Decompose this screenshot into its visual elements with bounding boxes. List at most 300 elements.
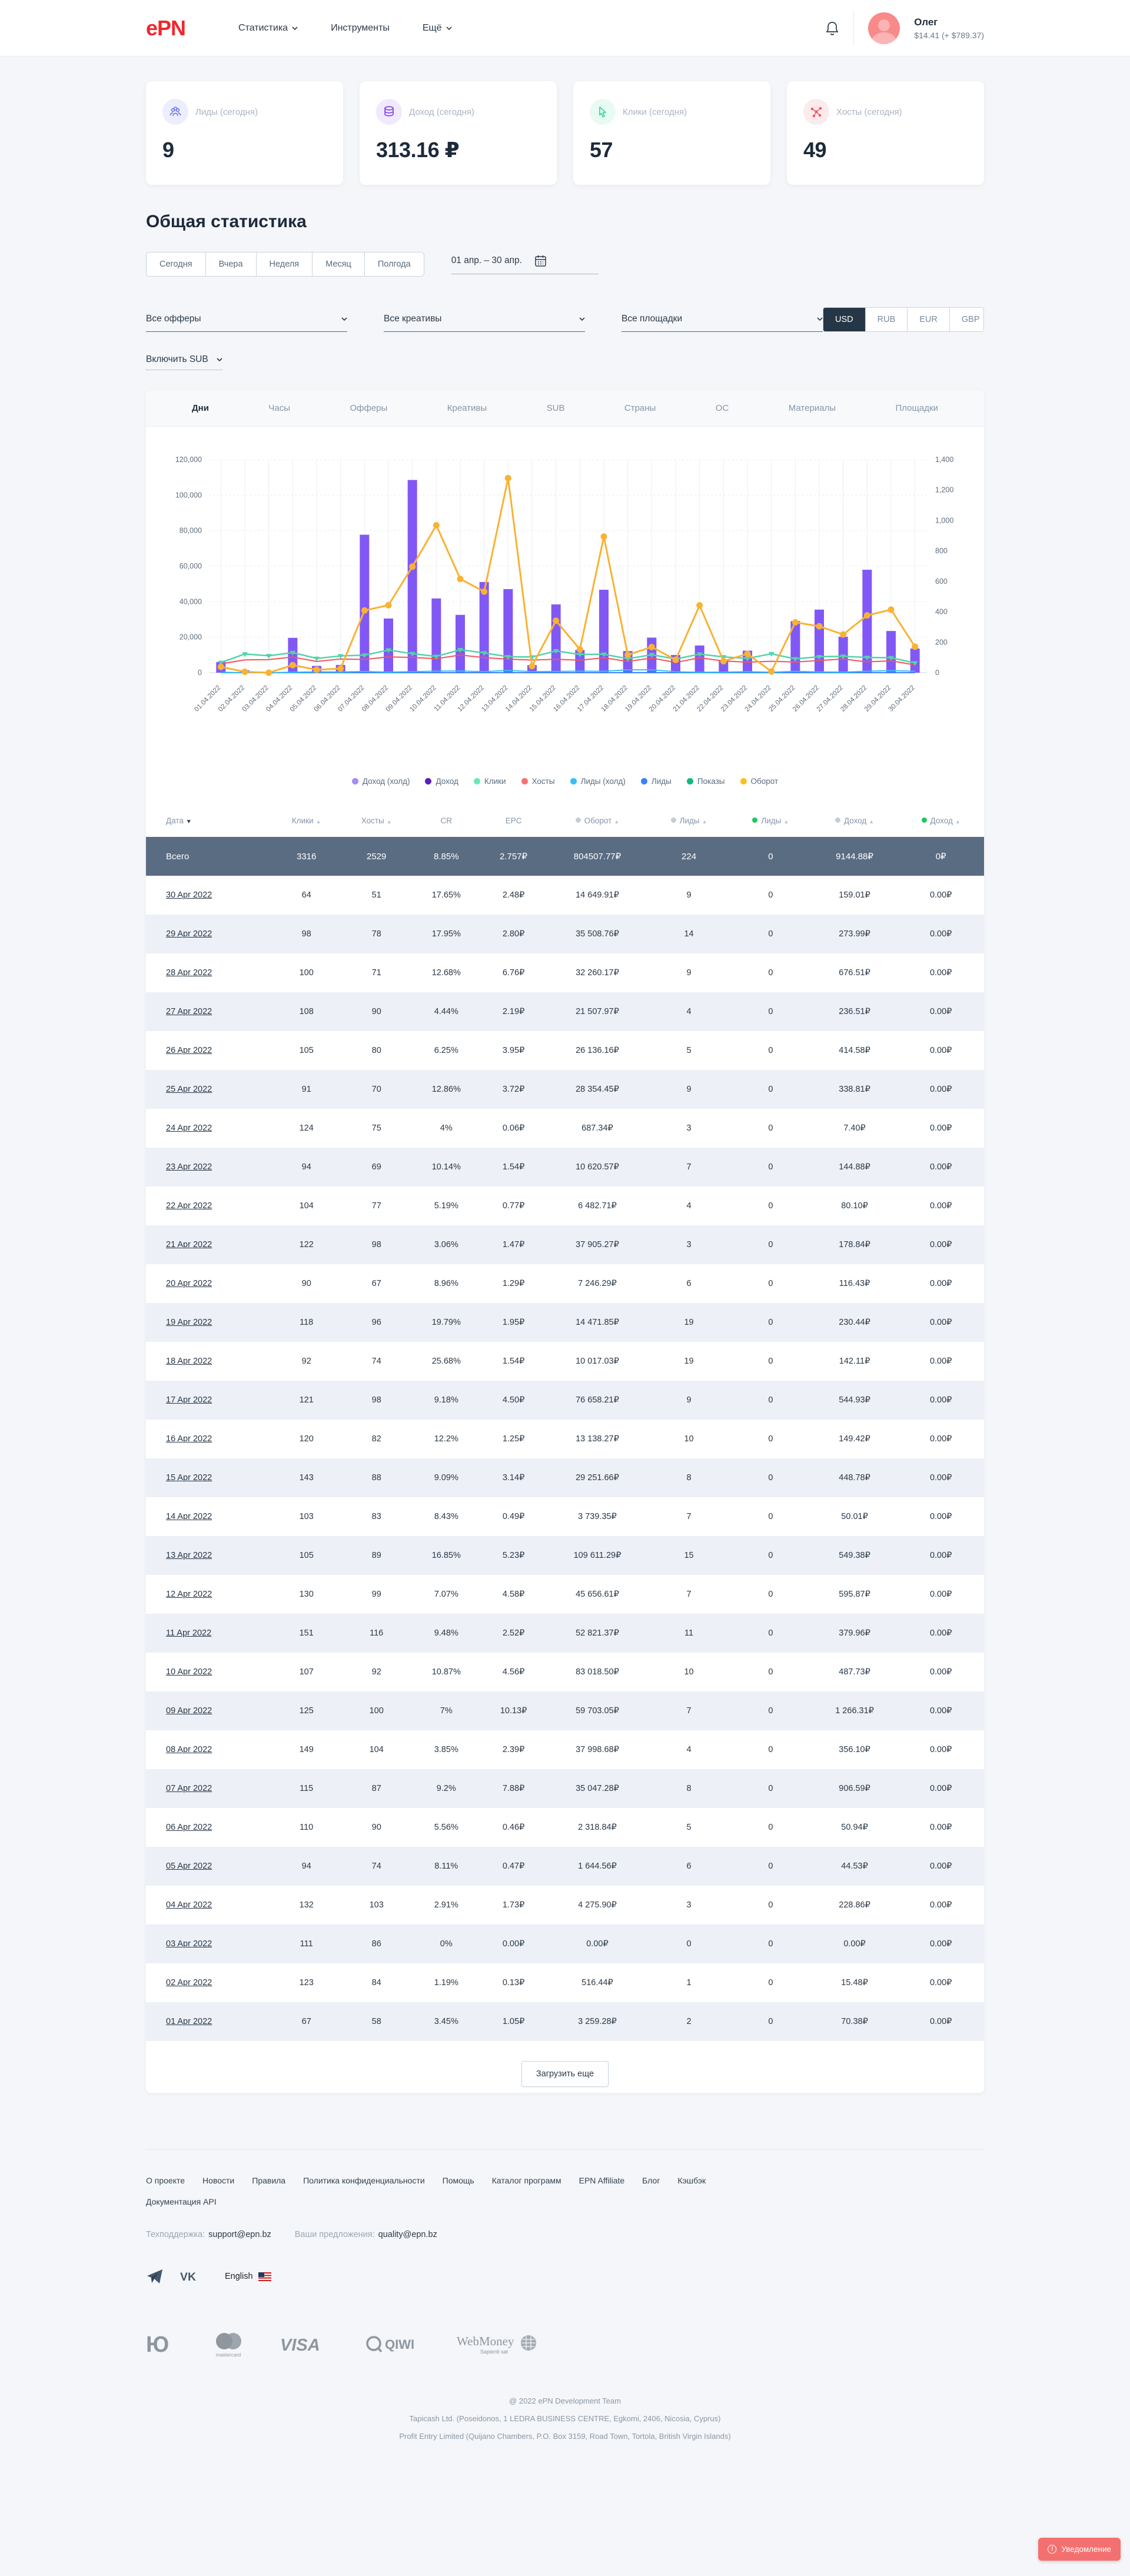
- column-header-Клики-1[interactable]: [272, 801, 341, 837]
- date-cell: [146, 1342, 272, 1381]
- value-cell: 0.06₽: [502, 1124, 525, 1133]
- value-cell: 0.46₽: [502, 1823, 525, 1832]
- user-balance: $14.41 (+ $789.37): [914, 30, 984, 40]
- svg-text:mastercard: mastercard: [215, 2352, 241, 2358]
- totals-cell: 224: [682, 851, 697, 862]
- value-cell: 4%: [440, 1124, 453, 1133]
- svg-text:17.04.2022: 17.04.2022: [576, 684, 606, 713]
- date-link[interactable]: 10 Apr 2022: [166, 1667, 212, 1677]
- value-cell: 0.00₽: [929, 1434, 952, 1444]
- value-cell: 64: [301, 890, 311, 900]
- footer-link-Блог[interactable]: Блог: [642, 2176, 660, 2185]
- date-link[interactable]: 18 Apr 2022: [166, 1357, 212, 1366]
- value-cell: 2: [686, 2017, 692, 2026]
- value-cell: 11: [684, 1628, 694, 1638]
- totals-cell: 0₽: [935, 852, 946, 862]
- copyright-line: Profit Entry Limited (Quijano Chambers, P.O. Box 3159, Road Town, Tortola, British Virgin Islands): [399, 2431, 731, 2441]
- date-cell: [146, 992, 272, 1031]
- value-cell: 125: [299, 1706, 314, 1716]
- value-cell: 12.86%: [431, 1085, 461, 1094]
- tab-SUB[interactable]: SUB: [546, 403, 565, 413]
- date-link[interactable]: 30 Apr 2022: [166, 890, 212, 900]
- value-cell: 98: [371, 1240, 381, 1249]
- legend-label: Доход: [436, 777, 458, 786]
- value-cell: 123: [299, 1978, 314, 1987]
- value-cell: 9: [686, 1395, 692, 1405]
- svg-text:Sapienti sat: Sapienti sat: [480, 2349, 508, 2355]
- value-cell: 104: [369, 1745, 384, 1754]
- value-cell: 105: [299, 1551, 314, 1560]
- value-cell: 8: [686, 1784, 692, 1793]
- legend-label: Показы: [697, 777, 725, 786]
- svg-text:28.04.2022: 28.04.2022: [839, 684, 869, 713]
- nav-item-Инструменты[interactable]: [331, 23, 390, 34]
- date-link[interactable]: 17 Apr 2022: [166, 1395, 212, 1405]
- svg-text:20.04.2022: 20.04.2022: [647, 684, 677, 713]
- value-cell: 77: [371, 1201, 381, 1211]
- date-link[interactable]: 15 Apr 2022: [166, 1473, 212, 1483]
- value-cell: 0: [768, 1162, 773, 1172]
- value-cell: 3.45%: [434, 2017, 458, 2026]
- date-link[interactable]: 01 Apr 2022: [166, 2017, 212, 2026]
- visa-logo: [280, 2336, 330, 2354]
- date-link[interactable]: 27 Apr 2022: [166, 1007, 212, 1016]
- date-link[interactable]: 06 Apr 2022: [166, 1823, 212, 1832]
- svg-text:11.04.2022: 11.04.2022: [433, 684, 462, 713]
- date-cell: [146, 1963, 272, 2002]
- sort-asc-icon: ▲: [386, 819, 392, 825]
- date-link[interactable]: 23 Apr 2022: [166, 1162, 212, 1172]
- value-cell: 92: [301, 1357, 311, 1366]
- value-cell: 124: [299, 1124, 314, 1133]
- legend-label: Хосты: [531, 777, 555, 786]
- svg-text:08.04.2022: 08.04.2022: [360, 684, 390, 713]
- value-cell: 487.73₽: [839, 1667, 870, 1677]
- value-cell: 37 998.68₽: [576, 1745, 619, 1754]
- stat-card-label: Доход (сегодня): [409, 107, 474, 117]
- totals-row: [146, 837, 984, 876]
- value-cell: 0: [768, 1551, 773, 1560]
- legend-item-Доход[interactable]: [425, 777, 458, 786]
- chevron-down-icon: [341, 316, 347, 322]
- legend-label: Лиды (холд): [580, 777, 626, 786]
- sort-asc-icon: ▲: [702, 819, 707, 825]
- language-selector[interactable]: [225, 2272, 271, 2281]
- value-cell: 0%: [440, 1939, 453, 1949]
- legend-item-Доход (холд)[interactable]: [352, 777, 410, 786]
- footer-link-Новости[interactable]: Новости: [202, 2176, 235, 2185]
- column-header-Доход-8[interactable]: [812, 801, 898, 837]
- value-cell: 6.76₽: [502, 968, 525, 978]
- include-sub-label: Включить SUB: [146, 354, 208, 364]
- value-cell: 549.38₽: [839, 1551, 870, 1560]
- value-cell: 178.84₽: [839, 1240, 870, 1249]
- period-button-Неделя[interactable]: Неделя: [257, 252, 313, 276]
- value-cell: 80.10₽: [841, 1201, 868, 1211]
- value-cell: 8: [686, 1473, 692, 1483]
- table-row: [146, 1963, 984, 2002]
- legend-item-Показы[interactable]: [687, 777, 725, 786]
- value-cell: 338.81₽: [839, 1085, 870, 1094]
- value-cell: 2 318.84₽: [578, 1823, 617, 1832]
- column-header-CR-3[interactable]: [412, 801, 480, 837]
- date-cell: [146, 1769, 272, 1808]
- svg-text:21.04.2022: 21.04.2022: [672, 684, 701, 713]
- stat-card-value: 49: [803, 138, 827, 162]
- date-cell: [146, 1381, 272, 1420]
- value-cell: 14 471.85₽: [576, 1318, 619, 1327]
- date-link[interactable]: 05 Apr 2022: [166, 1862, 212, 1871]
- value-cell: 0: [768, 1590, 773, 1599]
- bell-icon[interactable]: [825, 21, 839, 36]
- date-link[interactable]: 25 Apr 2022: [166, 1085, 212, 1094]
- date-cell: [146, 1420, 272, 1458]
- totals-cell: 8.85%: [434, 851, 459, 862]
- value-cell: 35 047.28₽: [576, 1784, 619, 1793]
- footer-link-EPN Affiliate[interactable]: EPN Affiliate: [579, 2176, 625, 2185]
- sub-row: [146, 354, 984, 370]
- tab-Страны[interactable]: Страны: [624, 403, 656, 413]
- value-cell: 4: [686, 1201, 692, 1211]
- us-flag-icon: [258, 2272, 271, 2281]
- page-title: Общая статистика: [146, 212, 307, 231]
- column-header-Дата-0[interactable]: [146, 801, 272, 837]
- value-cell: 0: [768, 890, 773, 900]
- totals-cell: 3316: [297, 851, 317, 862]
- value-cell: 82: [371, 1434, 381, 1444]
- filter-select-2[interactable]: [622, 314, 823, 332]
- value-cell: 7.88₽: [502, 1784, 525, 1793]
- value-cell: 108: [299, 1007, 314, 1016]
- svg-text:15.04.2022: 15.04.2022: [528, 684, 557, 713]
- value-cell: 35 508.76₽: [576, 929, 619, 939]
- totals-cell: Всего: [166, 851, 190, 862]
- date-link[interactable]: 08 Apr 2022: [166, 1745, 212, 1754]
- value-cell: 80: [371, 1046, 381, 1055]
- mastercard-logo: [212, 2331, 245, 2358]
- table-row: [146, 1070, 984, 1109]
- date-link[interactable]: 29 Apr 2022: [166, 929, 212, 939]
- nav-item-Статистика[interactable]: [238, 23, 298, 34]
- date-link[interactable]: 11 Apr 2022: [166, 1628, 212, 1638]
- tab-Дни[interactable]: Дни: [192, 403, 209, 413]
- date-link[interactable]: 14 Apr 2022: [166, 1512, 212, 1521]
- date-link[interactable]: 03 Apr 2022: [166, 1939, 212, 1949]
- include-sub-dropdown[interactable]: [146, 354, 222, 370]
- stat-card-label: Клики (сегодня): [623, 107, 687, 117]
- qiwi-logo: [365, 2334, 421, 2355]
- value-cell: 1.73₽: [502, 1900, 525, 1910]
- value-cell: 151: [299, 1628, 314, 1638]
- support-email[interactable]: support@epn.bz: [208, 2230, 271, 2239]
- legend-item-Лиды (холд)[interactable]: [570, 777, 626, 786]
- date-link[interactable]: 09 Apr 2022: [166, 1706, 212, 1716]
- table-row: [146, 1264, 984, 1303]
- value-cell: 120: [299, 1434, 314, 1444]
- period-button-Вчера[interactable]: Вчера: [206, 252, 257, 276]
- value-cell: 0: [768, 1823, 773, 1832]
- stat-card-value: 313.16 ₽: [376, 138, 460, 162]
- value-cell: 0: [768, 1085, 773, 1094]
- tab-Материалы[interactable]: Материалы: [788, 403, 836, 413]
- period-button-Месяц[interactable]: Месяц: [313, 252, 365, 276]
- table-row: [146, 1769, 984, 1808]
- date-range-value: 01 апр. – 30 апр.: [451, 255, 522, 265]
- footer-link-Помощь[interactable]: Помощь: [442, 2176, 474, 2185]
- value-cell: 59 703.05₽: [576, 1706, 619, 1716]
- column-header-Хосты-2[interactable]: [341, 801, 412, 837]
- value-cell: 83: [371, 1512, 381, 1521]
- value-cell: 103: [299, 1512, 314, 1521]
- notification-button[interactable]: [1038, 2538, 1121, 2561]
- svg-text:20,000: 20,000: [179, 633, 202, 641]
- date-link[interactable]: 22 Apr 2022: [166, 1201, 212, 1211]
- date-cell: [146, 1109, 272, 1148]
- value-cell: 21 507.97₽: [576, 1007, 619, 1016]
- value-cell: 7%: [440, 1706, 453, 1716]
- period-button-Полгода[interactable]: Полгода: [365, 252, 424, 276]
- svg-text:0: 0: [935, 669, 939, 677]
- value-cell: 0.00₽: [843, 1939, 866, 1949]
- filter-select-0[interactable]: [146, 314, 347, 332]
- value-cell: 9.48%: [434, 1628, 458, 1638]
- date-cell: [146, 1148, 272, 1186]
- date-cell: [146, 1575, 272, 1614]
- date-range-picker[interactable]: [451, 255, 599, 274]
- tab-Креативы[interactable]: Креативы: [447, 403, 487, 413]
- value-cell: 0.00₽: [929, 1978, 952, 1987]
- epn-logo[interactable]: ePN: [146, 15, 186, 40]
- date-link[interactable]: 04 Apr 2022: [166, 1900, 212, 1910]
- value-cell: 111: [300, 1939, 313, 1949]
- value-cell: 4: [686, 1007, 692, 1016]
- value-cell: 0.00₽: [929, 1628, 952, 1638]
- svg-text:10.04.2022: 10.04.2022: [408, 684, 438, 713]
- nav-item-label: Статистика: [238, 22, 288, 33]
- date-link[interactable]: 24 Apr 2022: [166, 1124, 212, 1133]
- footer-link-Кэшбэк[interactable]: Кэшбэк: [677, 2176, 706, 2185]
- legend-dot: [740, 778, 747, 785]
- legend-item-Хосты[interactable]: [521, 777, 555, 786]
- value-cell: 69: [371, 1162, 381, 1172]
- column-header-Лиды-6[interactable]: [648, 801, 730, 837]
- vk-icon[interactable]: [180, 2268, 198, 2285]
- table-row: [146, 1497, 984, 1536]
- footer-link-О проекте[interactable]: О проекте: [146, 2176, 185, 2185]
- value-cell: 10: [684, 1667, 694, 1677]
- legend-dot: [570, 778, 577, 785]
- date-cell: [146, 915, 272, 953]
- value-cell: 1.95₽: [502, 1318, 525, 1327]
- value-cell: 0.00₽: [929, 1939, 952, 1949]
- stat-card-label: Хосты (сегодня): [836, 107, 902, 117]
- table-totals: [146, 837, 984, 876]
- table-rows: [146, 876, 984, 2041]
- value-cell: 0.00₽: [929, 1784, 952, 1793]
- value-cell: 67: [371, 1279, 381, 1288]
- value-cell: 16.85%: [431, 1551, 461, 1560]
- currency-button-USD[interactable]: USD: [823, 308, 866, 331]
- value-cell: 6.25%: [434, 1046, 458, 1055]
- value-cell: 0: [768, 1395, 773, 1405]
- table-row: [146, 1536, 984, 1575]
- svg-text:03.04.2022: 03.04.2022: [241, 684, 270, 713]
- column-header-Оборот-5[interactable]: [547, 801, 648, 837]
- value-cell: 1: [686, 1978, 692, 1987]
- legend-item-Клики[interactable]: [474, 777, 506, 786]
- date-link[interactable]: 13 Apr 2022: [166, 1551, 212, 1560]
- column-header-Лиды-7[interactable]: [730, 801, 812, 837]
- value-cell: 10 017.03₽: [576, 1357, 619, 1366]
- date-cell: [146, 1808, 272, 1847]
- value-cell: 70: [371, 1085, 381, 1094]
- svg-text:04.04.2022: 04.04.2022: [265, 684, 294, 713]
- filter-select-value: Все офферы: [146, 314, 201, 324]
- footer-link-Документация API[interactable]: Документация API: [146, 2197, 217, 2206]
- value-cell: 0.00₽: [929, 1745, 952, 1754]
- value-cell: 0: [768, 1124, 773, 1133]
- suggest-email[interactable]: quality@epn.bz: [378, 2230, 437, 2239]
- legend-item-Лиды[interactable]: [641, 777, 672, 786]
- legend-item-Оборот[interactable]: [740, 777, 779, 786]
- currency-button-GBP[interactable]: GBP: [950, 308, 984, 331]
- value-cell: 0: [768, 1862, 773, 1871]
- value-cell: 4: [686, 1745, 692, 1754]
- stat-card-income: [360, 81, 557, 185]
- value-cell: 2.91%: [434, 1900, 458, 1910]
- currency-button-RUB[interactable]: RUB: [866, 308, 908, 331]
- value-cell: 107: [299, 1667, 314, 1677]
- value-cell: 0: [768, 1201, 773, 1211]
- date-cell: [146, 1225, 272, 1264]
- legend-dot: [687, 778, 693, 785]
- date-link[interactable]: 28 Apr 2022: [166, 968, 212, 978]
- date-link[interactable]: 19 Apr 2022: [166, 1318, 212, 1327]
- svg-text:09.04.2022: 09.04.2022: [384, 684, 414, 713]
- tab-Площадки[interactable]: Площадки: [895, 403, 938, 413]
- date-link[interactable]: 21 Apr 2022: [166, 1240, 212, 1249]
- value-cell: 116: [370, 1628, 384, 1638]
- value-cell: 0: [768, 929, 773, 939]
- value-cell: 0.00₽: [929, 1162, 952, 1172]
- status-dot-icon: [922, 817, 927, 823]
- legend-dot: [474, 778, 480, 785]
- date-cell: [146, 1847, 272, 1886]
- value-cell: 6: [686, 1862, 692, 1871]
- table-row: [146, 1109, 984, 1148]
- value-cell: 19.79%: [431, 1318, 461, 1327]
- value-cell: 19: [684, 1318, 694, 1327]
- value-cell: 1 644.56₽: [578, 1862, 617, 1871]
- footer-support: [146, 2230, 984, 2239]
- load-more-button[interactable]: Загрузить еще: [521, 2061, 609, 2087]
- currency-button-EUR[interactable]: EUR: [908, 308, 950, 331]
- value-cell: 5.56%: [434, 1823, 458, 1832]
- date-cell: [146, 2002, 272, 2041]
- value-cell: 0: [768, 1046, 773, 1055]
- footer-link-Правила[interactable]: Правила: [252, 2176, 286, 2185]
- value-cell: 4.58₽: [502, 1590, 525, 1599]
- value-cell: 74: [371, 1357, 381, 1366]
- column-label: Лиды: [761, 816, 782, 825]
- value-cell: 5.23₽: [502, 1551, 525, 1560]
- webmoney-logo: [457, 2332, 539, 2357]
- svg-text:1,400: 1,400: [935, 456, 954, 464]
- filter-select-1[interactable]: [384, 314, 585, 332]
- column-label: Хосты: [361, 816, 384, 825]
- value-cell: 90: [301, 1279, 311, 1288]
- value-cell: 4.56₽: [502, 1667, 525, 1677]
- column-header-EPC-4[interactable]: [480, 801, 546, 837]
- value-cell: 10.14%: [431, 1162, 461, 1172]
- value-cell: 92: [371, 1667, 381, 1677]
- value-cell: 87: [371, 1784, 381, 1793]
- value-cell: 0.00₽: [929, 1823, 952, 1832]
- value-cell: 71: [371, 968, 381, 978]
- value-cell: 7: [686, 1706, 692, 1716]
- period-button-Сегодня[interactable]: Сегодня: [147, 252, 206, 276]
- footer-link-Политика конфиденциальности[interactable]: Политика конфиденциальности: [303, 2176, 425, 2185]
- date-link[interactable]: 12 Apr 2022: [166, 1590, 212, 1599]
- value-cell: 9: [686, 890, 692, 900]
- footer-link-Каталог программ[interactable]: Каталог программ: [491, 2176, 561, 2185]
- value-cell: 96: [371, 1318, 381, 1327]
- column-header-Доход-9[interactable]: [898, 801, 984, 837]
- svg-text:WebMoney: WebMoney: [457, 2334, 514, 2348]
- table-row: [146, 1730, 984, 1769]
- date-cell: [146, 1303, 272, 1342]
- value-cell: 0: [768, 968, 773, 978]
- telegram-icon[interactable]: [146, 2268, 164, 2285]
- value-cell: 99: [371, 1590, 381, 1599]
- sort-asc-icon: ▲: [315, 819, 321, 825]
- info-icon: !: [1048, 2545, 1056, 2554]
- date-link[interactable]: 20 Apr 2022: [166, 1279, 212, 1288]
- date-link[interactable]: 07 Apr 2022: [166, 1784, 212, 1793]
- avatar[interactable]: [868, 12, 900, 44]
- value-cell: 0.00₽: [929, 1667, 952, 1677]
- tab-ОС[interactable]: ОС: [715, 403, 729, 413]
- value-cell: 687.34₽: [581, 1124, 613, 1133]
- footer-links-row1: [146, 2176, 984, 2185]
- nav-item-Ещё[interactable]: [423, 23, 452, 34]
- date-link[interactable]: 26 Apr 2022: [166, 1046, 212, 1055]
- value-cell: 100: [369, 1706, 384, 1716]
- value-cell: 52 821.37₽: [576, 1628, 619, 1638]
- value-cell: 0.00₽: [929, 1551, 952, 1560]
- svg-text:200: 200: [935, 638, 948, 647]
- date-link[interactable]: 02 Apr 2022: [166, 1978, 212, 1987]
- date-cell: [146, 953, 272, 992]
- table-row: [146, 1847, 984, 1886]
- value-cell: 0: [768, 1745, 773, 1754]
- value-cell: 159.01₽: [839, 890, 870, 900]
- tab-Офферы[interactable]: Офферы: [350, 403, 388, 413]
- value-cell: 86: [371, 1939, 381, 1949]
- value-cell: 10: [684, 1434, 694, 1444]
- value-cell: 118: [300, 1318, 314, 1327]
- stat-card-value: 9: [162, 138, 174, 162]
- value-cell: 26 136.16₽: [576, 1046, 619, 1055]
- value-cell: 0.00₽: [929, 968, 952, 978]
- value-cell: 8.96%: [434, 1279, 458, 1288]
- value-cell: 10 620.57₽: [576, 1162, 619, 1172]
- tab-Часы[interactable]: Часы: [268, 403, 291, 413]
- value-cell: 3.14₽: [502, 1473, 525, 1483]
- value-cell: 5.19%: [434, 1201, 458, 1211]
- chevron-down-icon: [817, 316, 823, 322]
- date-link[interactable]: 16 Apr 2022: [166, 1434, 212, 1444]
